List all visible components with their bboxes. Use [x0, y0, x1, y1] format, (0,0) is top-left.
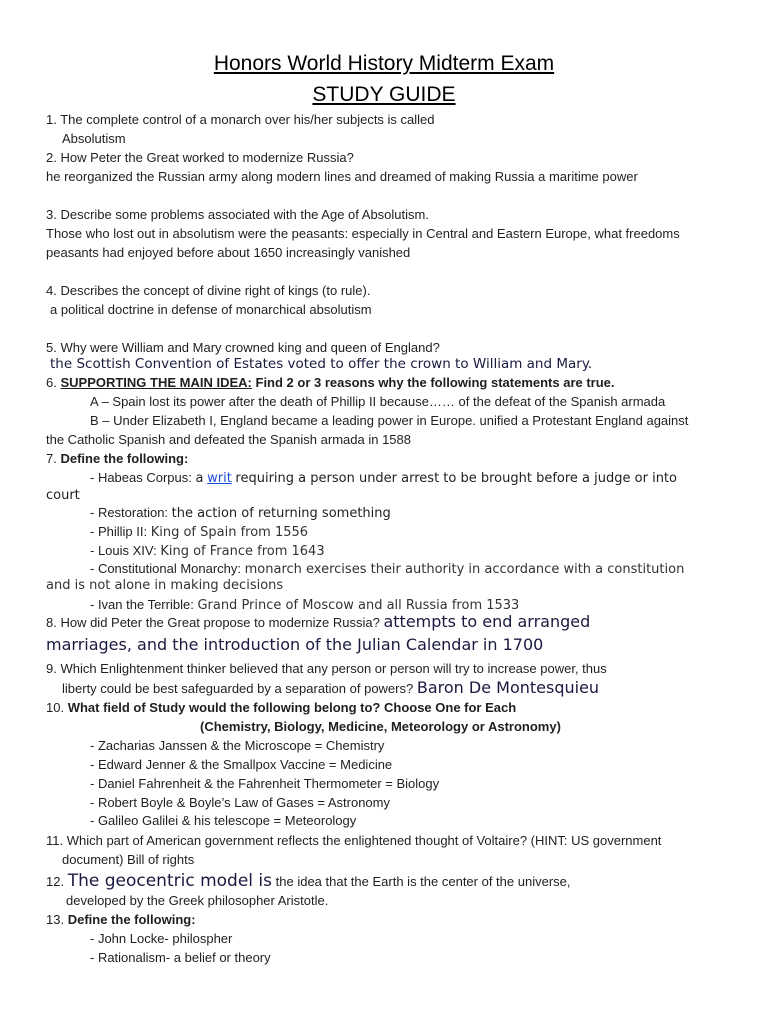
answer-8-line-1: attempts to end arranged [383, 612, 591, 631]
question-11-line-2: document) Bill of rights [62, 852, 195, 867]
definition-ivan-the-terrible: - Ivan the Terrible: Grand Prince of Moscow and all Russia from 1533 [90, 597, 520, 613]
answer-3-line-2: peasants had enjoyed before about 1650 increasingly vanished [46, 245, 411, 260]
question-10: 10. What field of Study would the following belong to? Choose One for Each [46, 700, 517, 715]
answer-6b-line-2: the Catholic Spanish and defeated the Spanish armada in 1588 [46, 432, 411, 447]
definition-restoration: - Restoration: the action of returning something [90, 505, 391, 521]
answer-4: a political doctrine in defense of monarchical absolutism [50, 302, 372, 317]
question-6-prompt: Find 2 or 3 reasons why the following statements are true. [255, 375, 615, 390]
answer-1: Absolutism [62, 131, 126, 146]
answer-5: the Scottish Convention of Estates voted to offer the crown to William and Mary. [50, 356, 593, 372]
question-13: 13. Define the following: [46, 912, 196, 927]
question-7-label: Define the following: [60, 451, 189, 466]
definition-habeas-corpus-cont: court [46, 488, 80, 503]
question-7 [46, 451, 188, 467]
field-item: - Edward Jenner & the Smallpox Vaccine = Medicine [90, 757, 393, 772]
question-6-label: SUPPORTING THE MAIN IDEA: [60, 375, 252, 390]
question-10-options: (Chemistry, Biology, Medicine, Meteorology or Astronomy) [200, 719, 561, 734]
question-9-line-1: 9. Which Enlightenment thinker believed that any person or person will try to increase power, thus [46, 661, 607, 676]
definition-habeas-corpus: - Habeas Corpus: a writ requiring a person under arrest to be brought before a judge or into [90, 470, 677, 486]
field-item: - Robert Boyle & Boyle’s Law of Gases = Astronomy [90, 795, 390, 810]
answer-3-line-1: Those who lost out in absolutism were the peasants: especially in Central and Eastern Europe, what freedoms [46, 226, 680, 241]
question-5: 5. Why were William and Mary crowned king and queen of England? [46, 340, 440, 355]
definition-constitutional-monarchy-cont: and is not alone in making decisions [46, 578, 284, 593]
definition-phillip-ii: - Phillip II: King of Spain from 1556 [90, 524, 309, 540]
answer-2: he reorganized the Russian army along modern lines and dreamed of making Russia a maritime power [46, 169, 638, 184]
question-6 [46, 375, 615, 391]
question-2: 2. How Peter the Great worked to modernize Russia? [46, 150, 354, 165]
answer-8-line-2: marriages, and the introduction of the Julian Calendar in 1700 [46, 635, 544, 654]
definition-item: - Rationalism- a belief or theory [90, 950, 271, 965]
study-guide-heading: STUDY GUIDE [312, 83, 456, 106]
question-1: 1. The complete control of a monarch over his/her subjects is called [46, 112, 435, 127]
answer-12-emphasis: The geocentric model is [67, 871, 273, 891]
answer-9: Baron De Montesquieu [416, 678, 600, 697]
field-item: - Zacharias Janssen & the Microscope = Chemistry [90, 738, 385, 753]
answer-6a: A – Spain lost its power after the death of Phillip II because…… of the defeat of the Spanish armada [90, 394, 666, 409]
question-11-line-1: 11. Which part of American government reflects the enlightened thought of Voltaire? (HINT: US government [46, 833, 662, 848]
exam-title: Honors World History Midterm Exam [213, 52, 555, 75]
question-8: 8. How did Peter the Great propose to modernize Russia? attempts to end arranged [46, 612, 591, 631]
definition-constitutional-monarchy: - Constitutional Monarchy: monarch exercises their authority in accordance with a constitution [90, 561, 685, 577]
question-4: 4. Describes the concept of divine right of kings (to rule). [46, 283, 371, 298]
question-7-number: 7. [46, 451, 57, 466]
question-9-line-2: liberty could be best safeguarded by a separation of powers? Baron De Montesquieu [62, 678, 600, 697]
question-12-line-2: developed by the Greek philosopher Aristotle. [66, 893, 329, 908]
answer-6b-line-1: B – Under Elizabeth I, England became a leading power in Europe. unified a Protestant England against [90, 413, 689, 428]
definition-item: - John Locke- philospher [90, 931, 233, 946]
writ-link[interactable]: writ [207, 471, 232, 486]
question-6-number: 6. [46, 375, 57, 390]
question-3: 3. Describe some problems associated with the Age of Absolutism. [46, 207, 429, 222]
question-12: 12. The geocentric model is the idea that the Earth is the center of the universe, [46, 871, 571, 891]
definition-louis-xiv: - Louis XIV: King of France from 1643 [90, 543, 325, 559]
term-habeas-corpus: - Habeas Corpus: [90, 470, 192, 485]
field-item: - Daniel Fahrenheit & the Fahrenheit Thermometer = Biology [90, 776, 440, 791]
field-item: - Galileo Galilei & his telescope = Meteorology [90, 813, 357, 828]
